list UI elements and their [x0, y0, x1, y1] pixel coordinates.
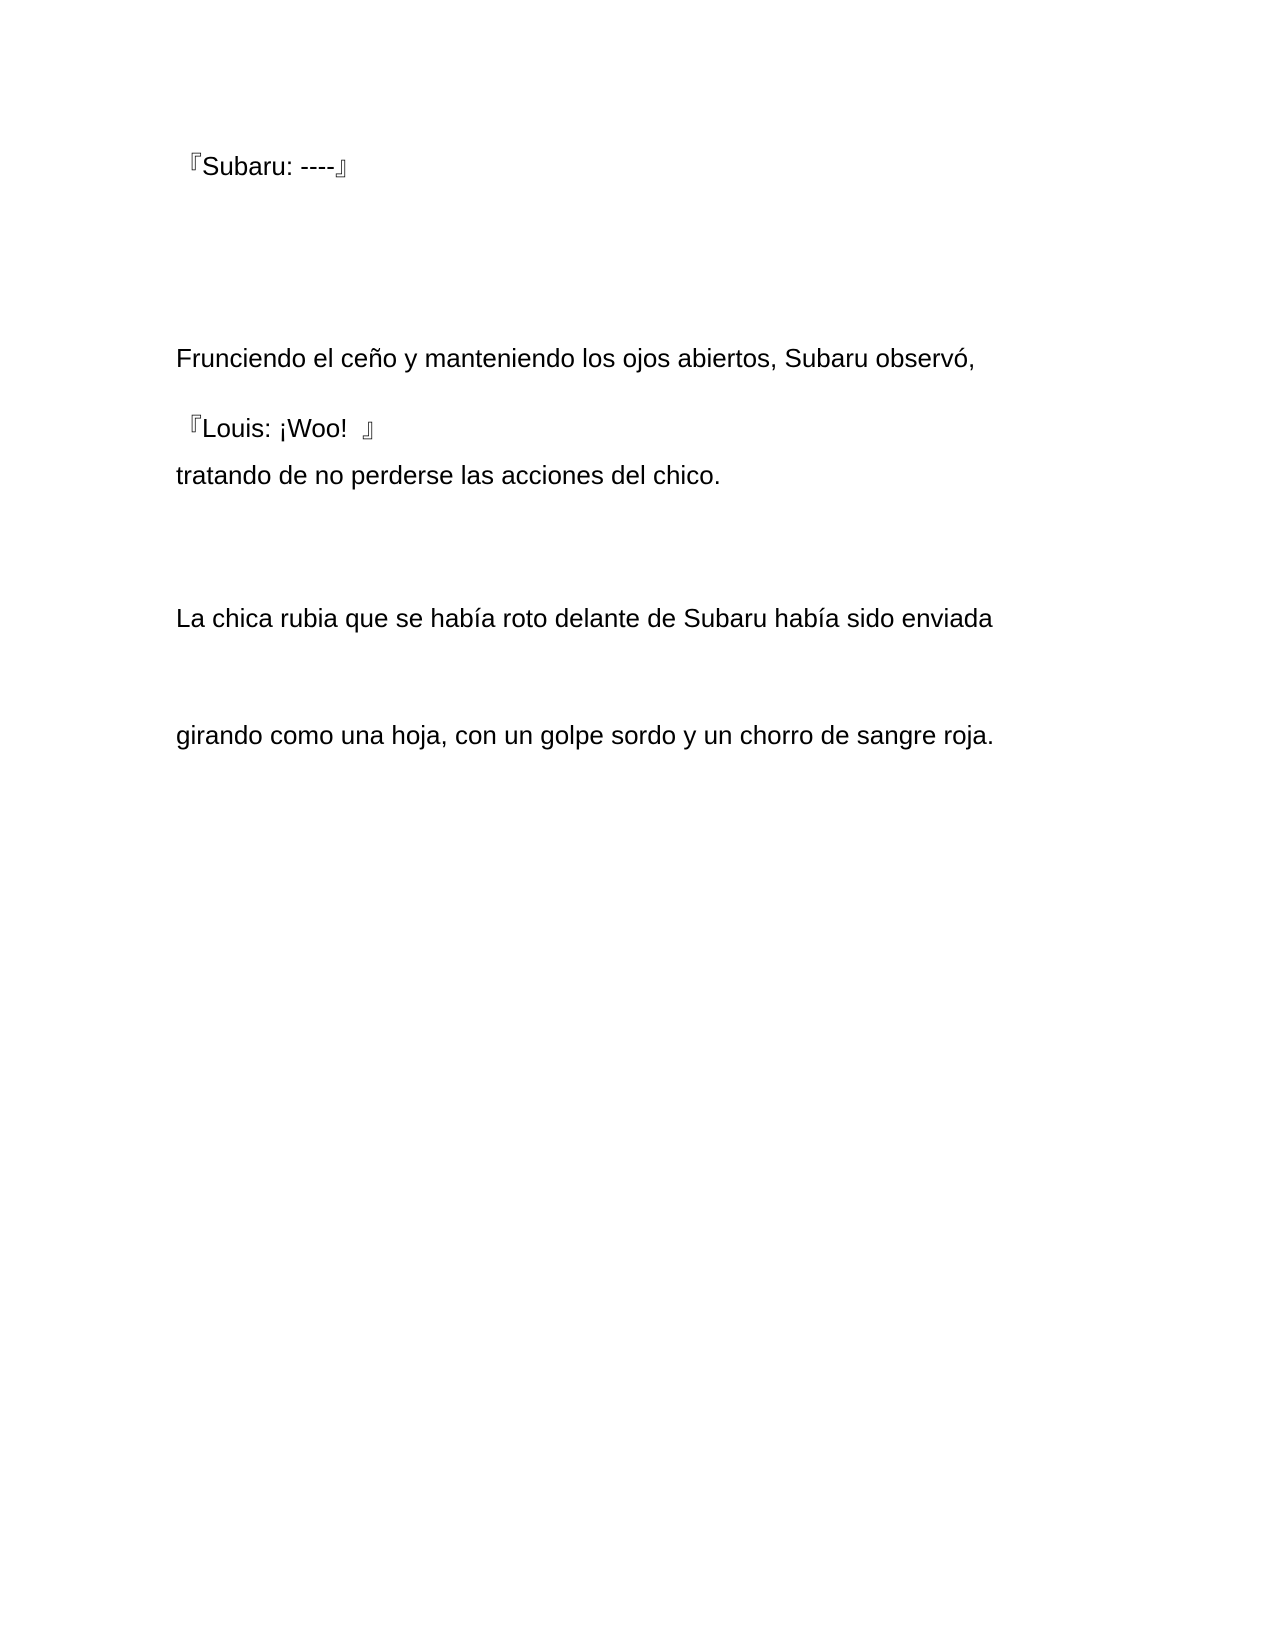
paragraph-line: La chica rubia que se había roto delante de Subaru había sido enviada	[176, 603, 993, 633]
paragraph-line: Frunciendo el ceño y manteniendo los ojos abiertos, Subaru observó,	[176, 343, 976, 373]
paragraph-line: tratando de no perderse las acciones del chico.	[176, 460, 721, 490]
narration-paragraph-2	[176, 521, 1076, 833]
dialogue-subaru: 『Subaru: ----』	[176, 151, 361, 181]
paragraph-line: girando como una hoja, con un golpe sordo y un chorro de sangre roja.	[176, 720, 995, 750]
dialogue-louis: 『Louis: ¡Woo! 』	[176, 413, 388, 443]
